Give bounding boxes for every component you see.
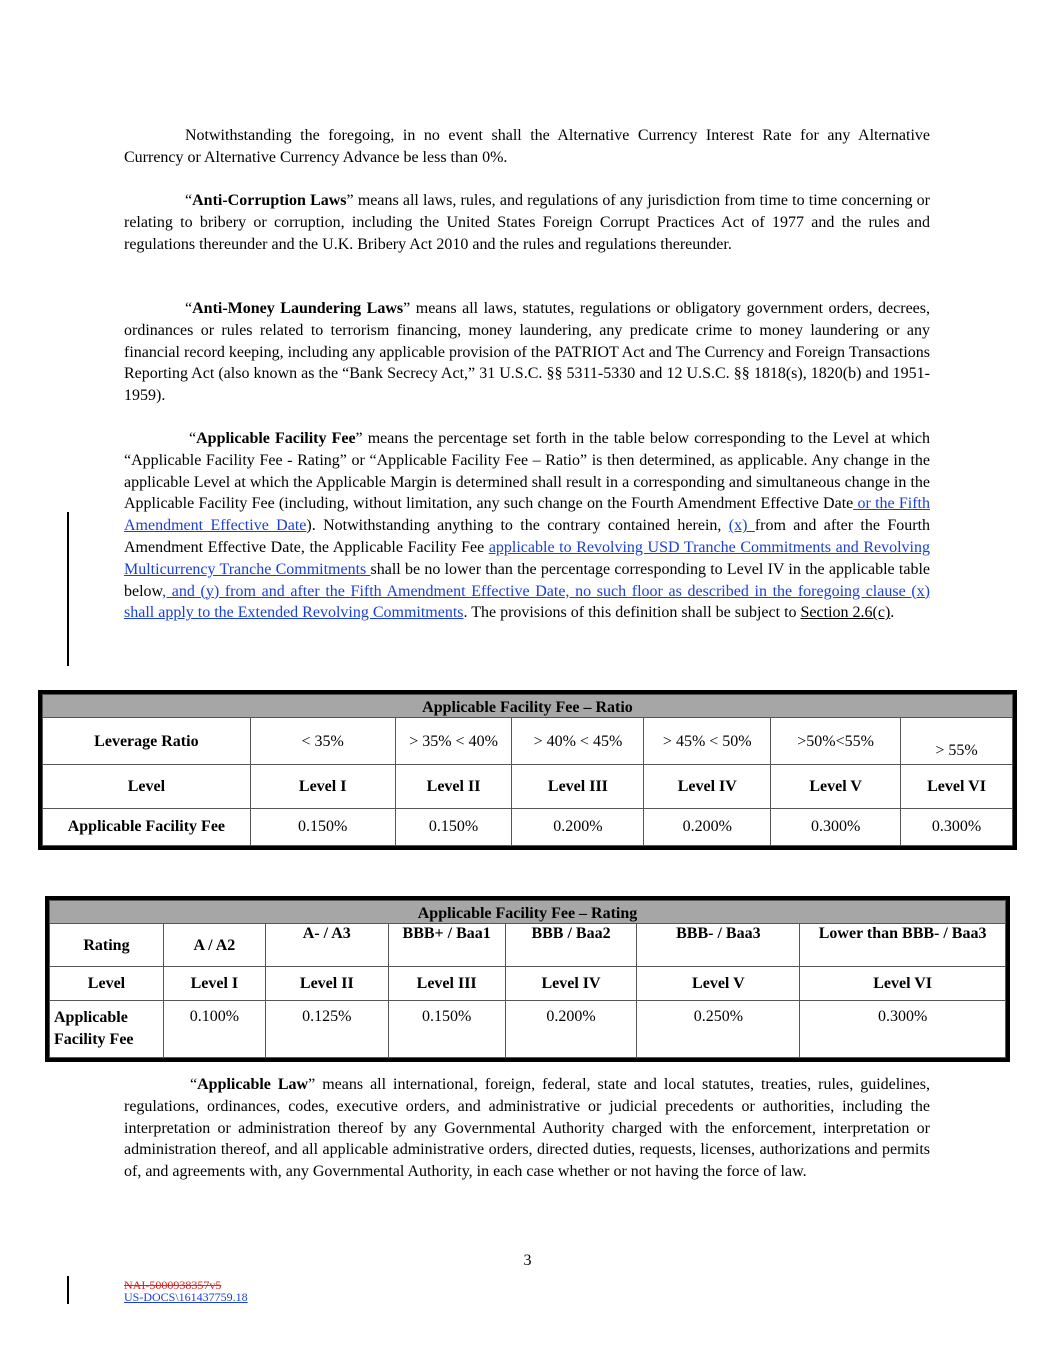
deleted-document-id: NAI-5000938357v5 (124, 1278, 222, 1292)
fee-cell: 0.250% (637, 1000, 800, 1057)
section-reference: Section 2.6(c) (800, 604, 891, 622)
definition-anti-money-laundering-laws: “Anti-Money Laundering Laws” means all laws, statutes, regulations or obligatory government orders, decrees, ordinances or rules related to terrorism financing, money laundering, any predicate crime to money laundering or any financial record keeping, including any applicable provision of the PATRIOT Act and The Currency and Foreign Transactions Reporting Act (also known as the “Bank Secrecy Act,” 31 U.S.C. §§ 5311-5330 and 12 U.S.C. §§ 1818(s), 1820(b) and 1951-1959). (124, 300, 930, 405)
row-label: Level (43, 765, 251, 808)
level-cell: Level VI (800, 966, 1006, 1000)
rating-cell: A / A2 (163, 924, 265, 966)
rating-cell: BBB / Baa2 (505, 924, 637, 966)
rating-cell: BBB+ / Baa1 (388, 924, 505, 966)
fee-cell: 0.200% (512, 808, 644, 845)
applicable-facility-fee-ratio-table (42, 694, 1013, 846)
ratio-cell: > 45% < 50% (644, 717, 771, 765)
table-title: Applicable Facility Fee – Rating (50, 901, 1006, 924)
definition-applicable-law: “Applicable Law” means all international, foreign, federal, state and local statutes, treaties, rules, guidelines, regulations, ordinances, codes, executive orders, and administrative or judicial precedents or authorities, including the interpretation or administration thereof by any Governmental Authority charged with the enforcement, interpretation or administration thereof, and all applicable administrative orders, directed duties, requests, licenses, authorizations and permits of, and agreements with, any Governmental Authority, in each case whether or not having the force of law. (124, 1076, 931, 1181)
defined-term: Applicable Facility Fee (196, 430, 356, 447)
ratio-cell: > 55% (901, 717, 1013, 765)
inserted-text: applicable to Revolving USD Tranche Commitments and Revolving Multicurrency Tranche Commitments (124, 538, 930, 578)
inserted-text: or the Fifth Amendment Effective Date (124, 495, 930, 535)
table-title: Applicable Facility Fee – Ratio (43, 695, 1013, 718)
ratio-cell: < 35% (250, 717, 395, 765)
fee-cell: 0.150% (388, 1000, 505, 1057)
fee-cell: 0.300% (901, 808, 1013, 845)
defined-term: Anti-Corruption Laws (192, 192, 347, 209)
definition-applicable-facility-fee: “Applicable Facility Fee” means the percentage set forth in the table below corresponding to the Level at which “Applicable Facility Fee - Rating” or “Applicable Facility Fee – Ratio” is then determined, as applicable. Any change in the applicable Level at which the Applicable Margin is determined shall result in a corresponding and simultaneous change in the Applicable Facility Fee (including, without limitation, any such change on the Fourth Amendment Effective Date or the Fifth Amendment Effective Date). Notwithstanding anything to the contrary contained herein, (x) from and after the Fourth Amendment Effective Date, the Applicable Facility Fee applicable to Revolving USD Tranche Commitments and Revolving Multicurrency Tranche Commitments shall be no lower than the percentage corresponding to Level IV in the applicable table below, and (y) from and after the Fifth Amendment Effective Date, no such floor as described in the foregoing clause (x) shall apply to the Extended Revolving Commitments. The provisions of this definition shall be subject to Section 2.6(c). (124, 430, 931, 622)
rating-cell: BBB- / Baa3 (637, 924, 800, 966)
page-number: 3 (523, 1252, 532, 1269)
ratio-cell: > 40% < 45% (512, 717, 644, 765)
document-id: US-DOCS\161437759.18 (124, 1290, 248, 1304)
ratio-cell: >50%<55% (771, 717, 901, 765)
inserted-text: (x) (728, 517, 755, 535)
definition-anti-corruption-laws: “Anti-Corruption Laws” means all laws, rules, and regulations of any jurisdiction from time to time concerning or relating to bribery or corruption, including the United States Foreign Corrupt Practices Act of 1977 and the rules and regulations thereunder and the U.K. Bribery Act 2010 and the rules and regulations thereunder. (124, 192, 931, 253)
level-cell: Level V (771, 765, 901, 808)
fee-cell: 0.300% (800, 1000, 1006, 1057)
rating-cell: Lower than BBB- / Baa3 (800, 924, 1006, 966)
level-cell: Level I (163, 966, 265, 1000)
level-cell: Level VI (901, 765, 1013, 808)
level-cell: Level IV (644, 765, 771, 808)
level-cell: Level III (388, 966, 505, 1000)
defined-term: Anti-Money Laundering Laws (192, 300, 404, 317)
applicable-facility-fee-rating-table (49, 900, 1006, 1058)
rating-cell: A- / A3 (265, 924, 388, 966)
inserted-text: , and (y) from and after the Fifth Amendment Effective Date, no such floor as described in the foregoing clause (x) shall apply to the Extended Revolving Commitments (124, 582, 930, 622)
fee-cell: 0.300% (771, 808, 901, 845)
change-bar (67, 512, 69, 666)
row-label: Rating (50, 924, 164, 966)
defined-term: Applicable Law (197, 1076, 309, 1093)
level-cell: Level I (250, 765, 395, 808)
change-bar (67, 1276, 69, 1304)
row-label: Level (50, 966, 164, 1000)
rating-table-frame (45, 896, 1010, 1062)
row-label: Leverage Ratio (43, 717, 251, 765)
row-label: Applicable Facility Fee (43, 808, 251, 845)
fee-cell: 0.200% (505, 1000, 637, 1057)
fee-cell: 0.200% (644, 808, 771, 845)
level-cell: Level III (512, 765, 644, 808)
row-label: Applicable Facility Fee (50, 1000, 164, 1057)
fee-cell: 0.150% (250, 808, 395, 845)
paragraph-currency-floor: Notwithstanding the foregoing, in no event shall the Alternative Currency Interest Rate for any Alternative Currency or Alternative Currency Advance be less than 0%. (124, 127, 930, 166)
level-cell: Level V (637, 966, 800, 1000)
level-cell: Level II (395, 765, 512, 808)
level-cell: Level IV (505, 966, 637, 1000)
level-cell: Level II (265, 966, 388, 1000)
ratio-table-frame (38, 690, 1017, 850)
ratio-cell: > 35% < 40% (395, 717, 512, 765)
fee-cell: 0.100% (163, 1000, 265, 1057)
fee-cell: 0.150% (395, 808, 512, 845)
fee-cell: 0.125% (265, 1000, 388, 1057)
